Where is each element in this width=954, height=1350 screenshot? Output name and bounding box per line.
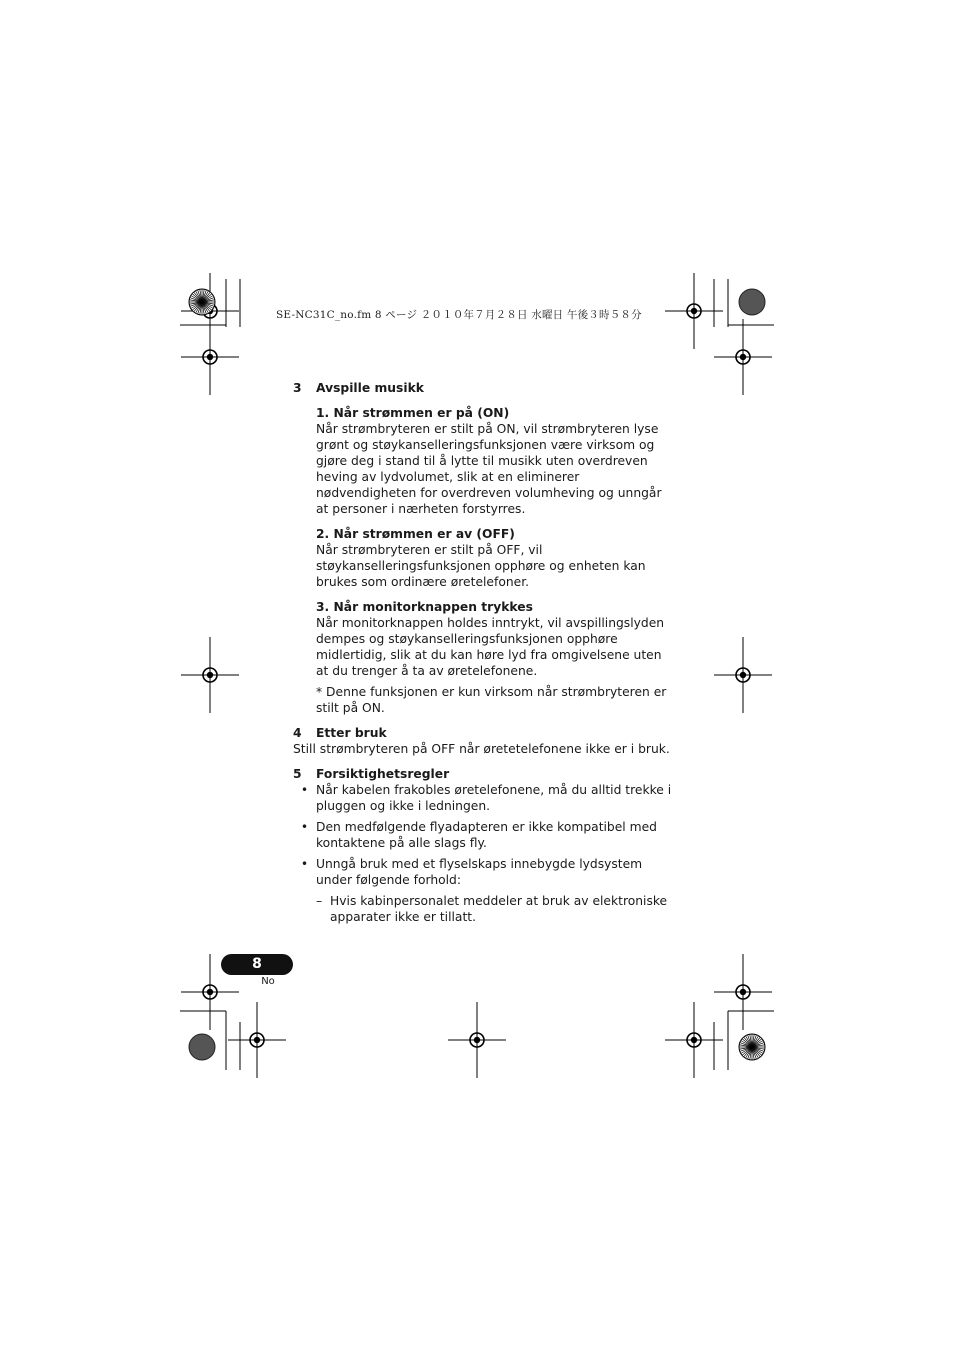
list-item [293,782,675,814]
registration-crosshair-icon [714,319,772,395]
registration-crosshair-icon [714,954,772,1030]
page-content [293,380,675,925]
bullet-icon: • [300,783,309,797]
dash-icon: – [316,894,323,908]
subsection-title: 2. Når strømmen er av (OFF) [316,527,515,541]
subsection-text: Når strømbryteren er stilt på OFF, vil støykanselleringsfunksjonen opphøre og enheten kan brukes som ordinære øretelefoner. [316,543,646,589]
section-heading [293,725,675,741]
section-number: 5 [293,767,302,781]
registration-crosshair-icon [181,637,239,713]
bullet-icon: • [300,857,309,871]
subsection-title: 3. Når monitorknappen trykkes [316,600,533,614]
sub-list-item [316,893,675,925]
section-number: 3 [293,381,302,395]
file-info-header: SE-NC31C_no.fm 8 ページ ２０１０年７月２８日 水曜日 午後３時５８分 [276,309,642,321]
registration-crosshair-icon [448,1002,506,1078]
bullet-icon: • [300,820,309,834]
gray-halftone-disc-icon [739,289,765,315]
starburst-target-icon [189,289,215,315]
section-title: Etter bruk [316,726,387,740]
subsection-list [316,405,675,716]
registration-crosshair-icon [228,1002,286,1078]
subsection-title: 1. Når strømmen er på (ON) [316,406,510,420]
subsection-text: Når monitorknappen holdes inntrykt, vil avspillingslyden dempes og støykanselleringsfunksjonen opphøre midlertidig, slik at du kan høre lyd fra omgivelsene uten at du trenger å ta av øretelefonene. [316,616,665,678]
section-heading [293,766,675,782]
footnote: * Denne funksjonen er kun virksom når strømbryteren er stilt på ON. [316,685,667,715]
gray-halftone-disc-icon [189,1034,215,1060]
section-title: Forsiktighetsregler [316,767,450,781]
list-item [293,819,675,851]
list-item-text: Når kabelen frakobles øretelefonene, må du alltid trekke i pluggen og ikke i ledningen. [316,783,672,813]
section-number: 4 [293,726,302,740]
section-title: Avspille musikk [316,381,424,395]
subsection-text: Når strømbryteren er stilt på ON, vil strømbryteren lyse grønt og støykanselleringsfunksjonen være virksom og gjøre deg i stand til å lytte til musikk uten overdreven heving av lydvolumet, slik at en eliminerer nødvendigheten for overdreven volumheving og unngår at personer i nærheten forstyrres. [316,422,662,516]
section-text: Still strømbryteren på OFF når øretetelefonene ikke er i bruk. [293,742,670,756]
sub-list-item-text: Hvis kabinpersonalet meddeler at bruk av elektroniske apparater ikke er tillatt. [330,894,668,924]
language-code: No [261,976,275,987]
section-heading [293,380,675,396]
list-item-text: Unngå bruk med et flyselskaps innebygde lydsystem under følgende forhold: [316,857,643,887]
registration-crosshair-icon [181,319,239,395]
list-item-text: Den medfølgende flyadapteren er ikke kompatibel med kontaktene på alle slags fly. [316,820,657,850]
starburst-target-icon [739,1034,765,1060]
list-item [293,856,675,888]
registration-crosshair-icon [714,637,772,713]
page-number-badge: 8 [221,954,293,975]
bullet-list [293,782,675,888]
